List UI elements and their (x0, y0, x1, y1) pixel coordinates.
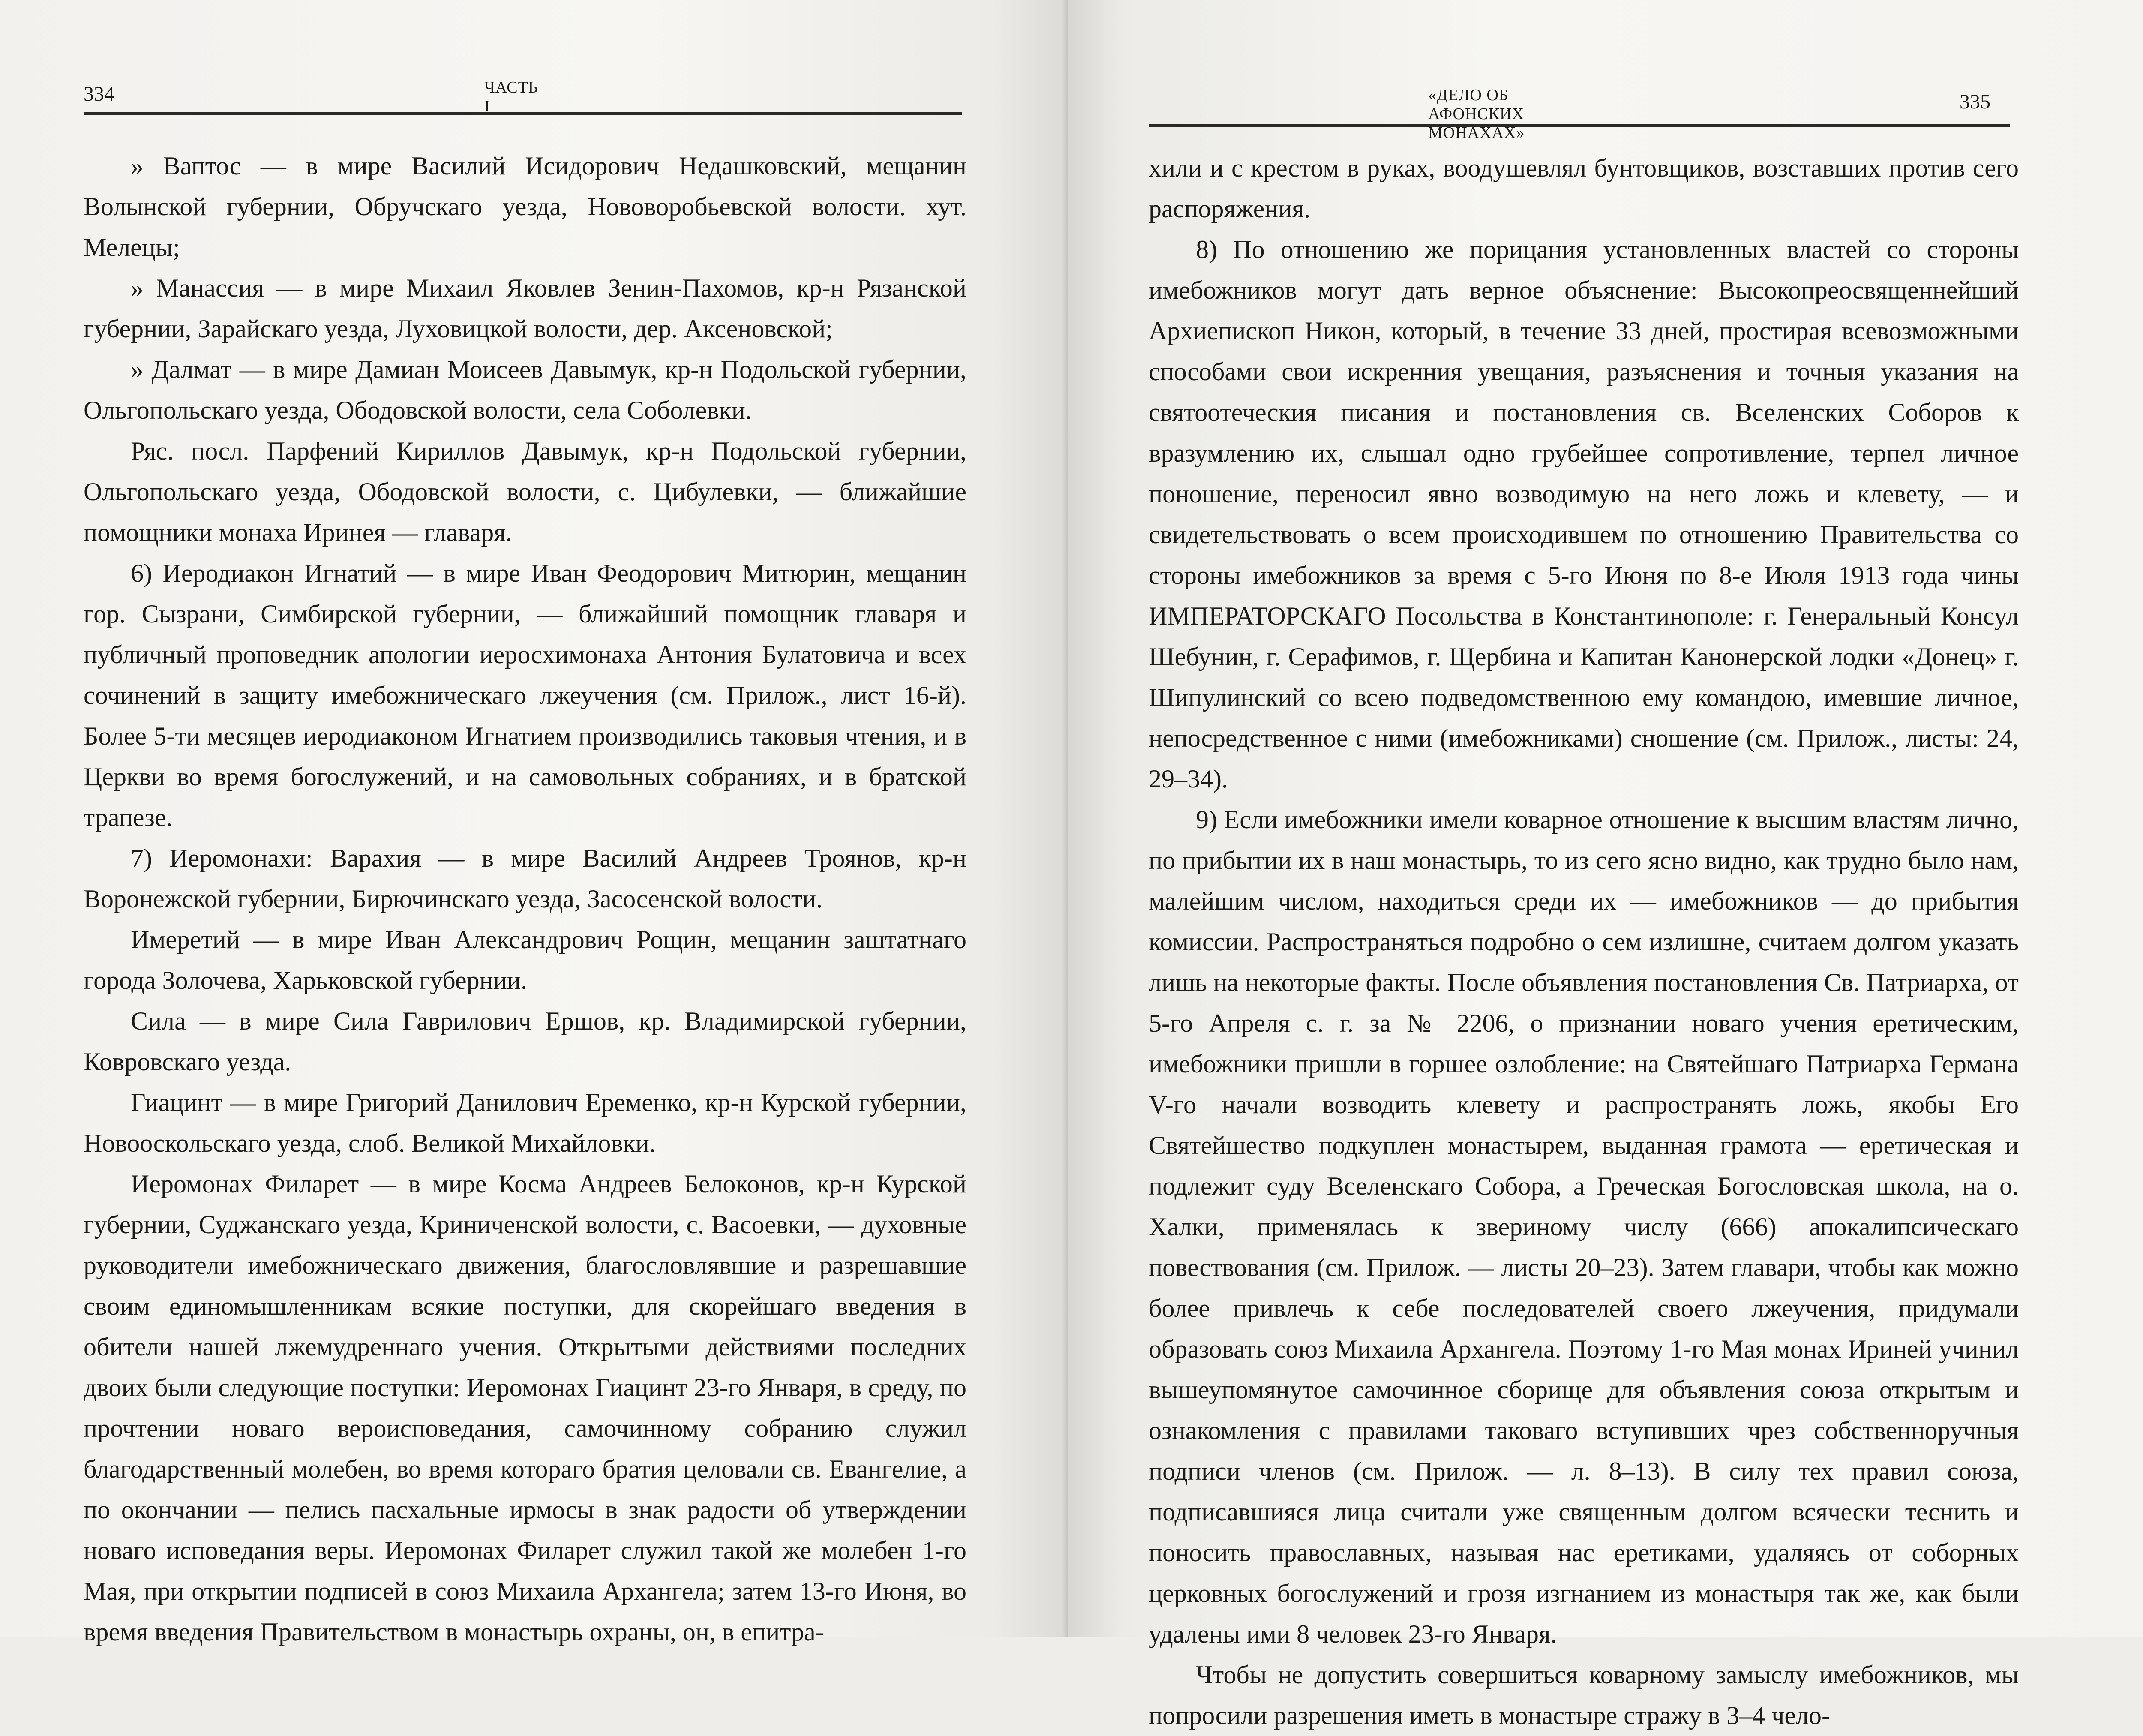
paragraph: 8) По отношению же порицания установленных властей со стороны имебожников могут дать верное объяснение: Высокопреосвященнейший Архиепископ Никон, который, в течение 33 дней, простирая всевозможными способами свои искренния увещания, разъяснения и точныя указания на святоотеческия писания и постановления св. Вселенских Соборов к вразумлению их, слышал одно грубейшее сопротивление, терпел личное поношение, переносил явно возводимую на него ложь и клевету, — и свидетельствовать о всем происходившем по отношению Правительства со стороны имебожников за время с 5-го Июня по 8-е Июля 1913 года чины ИМПЕРАТОРСКАГО Посольства в Константинополе: г. Генеральный Консул Шебунин, г. Серафимов, г. Щербина и Капитан Канонерской лодки «Донец» г. Шипулинский со всею подведомственною ему командою, имевшие личное, непосредственное с ними (имебожниками) сношение (см. Прилож., листы: 24, 29–34). (1149, 235, 2019, 793)
page-number-right: 335 (1960, 90, 1990, 113)
right-page (1068, 0, 2143, 1730)
running-head-right: «ДЕЛО ОБ АФОНСКИХ МОНАХАХ» (1428, 86, 1525, 142)
paragraph: » Ваптос — в мире Василий Исидорович Недашковский, мещанин Волынской губернии, Обручскаго уезда, Нововоробьевской волости. хут. Мелецы; (84, 152, 966, 261)
paragraph: 9) Если имебожники имели коварное отношение к высшим властям лично, по прибытии их в наш монастырь, то из сего ясно видно, как трудно было нам, малейшим числом, находиться среди их — имебожников — до прибытия комиссии. Распространяться подробно о сем излишне, считаем долгом указать лишь на некоторые факты. После объявления постановления Св. Патриарха, от 5-го Апреля с. г. за № 2206, о признании новаго учения еретическим, имебожники пришли в горшее озлобление: на Святейшаго Патриарха Германа V-го начали возводить клевету и распространять ложь, якобы Его Святейшество подкуплен монастырем, выданная грамота — еретическая и подлежит суду Вселенскаго Собора, а Греческая Богословская школа, на о. Халки, применялась к звериному числу (666) апокалипсическаго повествования (см. Прилож. — листы 20–23). Затем главари, чтобы как можно более привлечь к себе последователей своего лжеучения, придумали образовать союз Михаила Архангела. Поэтому 1-го Мая монах Ириней учинил вышеупомянутое самочинное сборище для объявления союза открытым и ознакомления с правилами таковаго вступивших чрез собственноручныя подписи членов (см. Прилож. — л. 8–13). В силу тех правил союза, подписавшияся лица считали уже священным долгом всячески теснить и поносить православных, называя нас еретиками, удаляясь от соборных церковных богослужений и грозя изгнанием из монастыря так же, как были удалены ими 8 человек 23-го Января. (1149, 805, 2019, 1648)
left-page (0, 0, 1068, 1646)
paragraph: Гиацинт — в мире Григорий Данилович Еременко, кр-н Курской губернии, Новооскольскаго уезда, слоб. Великой Михайловки. (84, 1088, 966, 1157)
paragraph: Имеретий — в мире Иван Александрович Рощин, мещанин заштатнаго города Золочева, Харьковской губернии. (84, 925, 966, 994)
page-number-left: 334 (84, 83, 114, 105)
paragraph: 7) Иеромонахи: Варахия — в мире Василий Андреев Троянов, кр-н Воронежской губернии, Бирючинскаго уезда, Засосенской волости. (84, 844, 966, 913)
paragraph: Сила — в мире Сила Гаврилович Ершов, кр. Владимирской губернии, Ковровскаго уезда. (84, 1007, 966, 1076)
right-page-text (1149, 148, 2019, 1736)
header-rule-right (1149, 124, 2010, 127)
paragraph: » Далмат — в мире Дамиан Моисеев Давымук, кр-н Подольской губернии, Ольгопольскаго уезда, Ободовской волости, села Соболевки. (84, 355, 966, 424)
paragraph: Ряс. посл. Парфений Кириллов Давымук, кр-н Подольской губернии, Ольгопольскаго уезда, Ободовской волости, с. Цибулевки, — ближайшие помощники монаха Иринея — главаря. (84, 437, 966, 547)
paragraph: хили и с крестом в руках, воодушевлял бунтовщиков, возставших против сего распоряжения. (1149, 154, 2019, 223)
header-rule-left (84, 112, 962, 115)
paragraph: Иеромонах Филарет — в мире Косма Андреев Белоконов, кр-н Курской губернии, Суджанскаго уезда, Криниченской волости, с. Васоевки, — духовные руководители имебожническаго движения, благословлявшие и разрешавшие своим единомышленникам всякие поступки, для скорейшаго введения в обители нашей лжемудреннаго учения. Открытыми действиями последних двоих были следующие поступки: Иеромонах Гиацинт 23-го Января, в среду, по прочтении новаго вероисповедания, самочинному собранию служил благодарственный молебен, во время котораго братия целовали св. Евангелие, а по окончании — пелись пасхальные ирмосы в знак радости об утверждении новаго исповедания веры. Иеромонах Филарет служил такой же молебен 1-го Мая, при открытии подписей в союз Михаила Архангела; затем 13-го Июня, во время введения Правительством в монастырь охраны, он, в епитра- (84, 1170, 966, 1646)
paragraph: » Манассия — в мире Михаил Яковлев Зенин-Пахомов, кр-н Рязанской губернии, Зарайскаго уезда, Луховицкой волости, дер. Аксеновской; (84, 274, 966, 343)
left-page-text (84, 146, 966, 1652)
running-head-left: ЧАСТЬ I (484, 78, 538, 115)
paragraph: 6) Иеродиакон Игнатий — в мире Иван Феодорович Митюрин, мещанин гор. Сызрани, Симбирской губернии, — ближайший помощник главаря и публичный проповедник апологии иеросхимонаха Антония Булатовича и всех сочинений в защиту имебожническаго лжеучения (см. Прилож., лист 16-й). Более 5-ти месяцев иеродиаконом Игнатием производились таковыя чтения, и в Церкви во время богослужений, и на самовольных собраниях, и в братской трапезе. (84, 559, 966, 832)
paragraph: Чтобы не допустить совершиться коварному замыслу имебожников, мы попросили разрешения иметь в монастыре стражу в 3–4 чело- (1149, 1661, 2019, 1730)
